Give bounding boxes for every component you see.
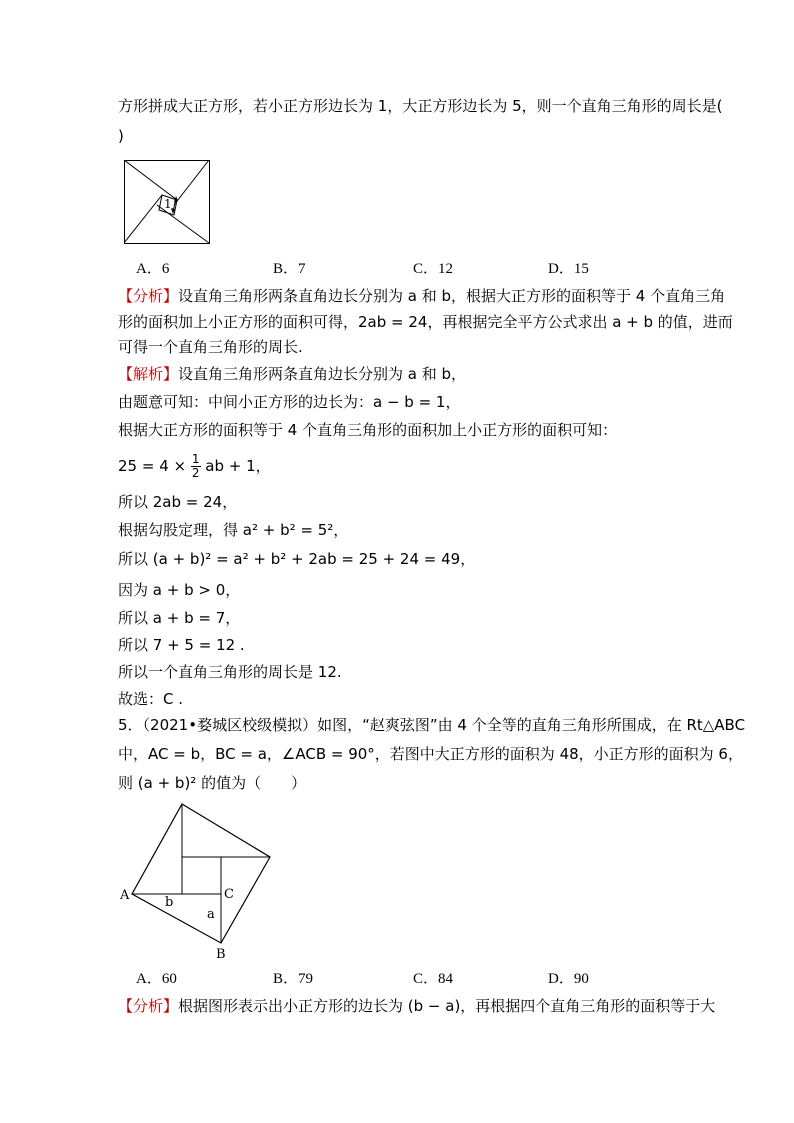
q4-stem-line1: 方形拼成大正方形，若小正方形边长为 1，大正方形边长为 5，则一个直角三角形的周长是( xyxy=(118,97,723,115)
fraction-denominator: 2 xyxy=(191,466,200,480)
analysis5-tag: 【分析】 xyxy=(118,997,179,1015)
q5-option-b: B．79 xyxy=(273,971,314,987)
q4-pinwheel-figure xyxy=(124,160,210,244)
eq-right: ab + 1， xyxy=(205,457,271,475)
q5-zhao-shuang-figure xyxy=(116,800,286,965)
label-B: B xyxy=(216,947,226,962)
q5-stem-line1: 5．（2021•婺城区校级模拟）如图，“赵爽弦图”由 4 个全等的直角三角形所围成，在 Rt△ABC xyxy=(118,716,746,734)
solution4-line3: 根据大正方形的面积等于 4 个直角三角形的面积加上小正方形的面积可知： xyxy=(118,421,618,439)
analysis4-line3: 可得一个直角三角形的周长. xyxy=(118,338,303,356)
solution4-line10: 所以 7 + 5 = 12 . xyxy=(118,636,245,654)
q4-option-d: D．15 xyxy=(548,261,589,277)
solution4-line8: 因为 a + b > 0， xyxy=(118,581,241,599)
solution4-line1 xyxy=(118,364,466,384)
q5-options xyxy=(118,967,718,987)
q4-options xyxy=(118,257,718,277)
label-A: A xyxy=(120,888,130,903)
q4-stem-line2: ) xyxy=(118,127,124,145)
solution4-line2: 由题意可知：中间小正方形的边长为：a − b = 1， xyxy=(118,393,461,411)
solution4-equation xyxy=(118,452,271,480)
solution4-line9: 所以 a + b = 7， xyxy=(118,609,241,627)
analysis5-line1 xyxy=(118,996,715,1016)
q5-option-c: C．84 xyxy=(413,971,454,987)
q4-option-c: C．12 xyxy=(413,261,454,277)
analysis5-text1: 根据图形表示出小正方形的边长为 (b − a)，再根据四个直角三角形的面积等于大 xyxy=(178,997,716,1015)
q5-stem-line2: 中，AC = b，BC = a，∠ACB = 90°，若图中大正方形的面积为 48，小正方形的面积为 6， xyxy=(118,745,743,763)
solution4-line5: 所以 2ab = 24， xyxy=(118,493,238,511)
analysis-tag: 【分析】 xyxy=(118,287,179,305)
q5-stem-line3: 则 (a + b)² 的值为（ ） xyxy=(118,774,307,792)
solution4-line12: 故选：C . xyxy=(118,690,184,708)
q4-figure-label: 1 xyxy=(164,197,172,211)
q5-option-d: D．90 xyxy=(548,971,589,987)
label-C: C xyxy=(224,887,234,902)
solution-tag: 【解析】 xyxy=(118,365,179,383)
q4-option-a: A．6 xyxy=(136,261,170,277)
q4-option-b: B．7 xyxy=(273,261,306,277)
fraction-one-half xyxy=(191,453,201,480)
fraction-numerator: 1 xyxy=(191,452,200,466)
analysis4-line1 xyxy=(118,286,725,306)
solution4-text1: 设直角三角形两条直角边长分别为 a 和 b， xyxy=(178,365,467,383)
analysis4-line2: 形的面积加上小正方形的面积可得，2ab = 24，再根据完全平方公式求出 a + b 的值，进而 xyxy=(118,313,733,331)
eq-left: 25 = 4 × xyxy=(118,457,187,475)
solution4-line7: 所以 (a + b)² = a² + b² + 2ab = 25 + 24 = 49， xyxy=(118,550,476,568)
solution4-line11: 所以一个直角三角形的周长是 12. xyxy=(118,663,342,681)
analysis4-text1: 设直角三角形两条直角边长分别为 a 和 b，根据大正方形的面积等于 4 个直角三角 xyxy=(178,287,726,305)
label-b: b xyxy=(165,895,174,910)
label-a: a xyxy=(207,907,215,922)
solution4-line6: 根据勾股定理，得 a² + b² = 5²， xyxy=(118,521,349,539)
q5-option-a: A．60 xyxy=(136,971,177,987)
